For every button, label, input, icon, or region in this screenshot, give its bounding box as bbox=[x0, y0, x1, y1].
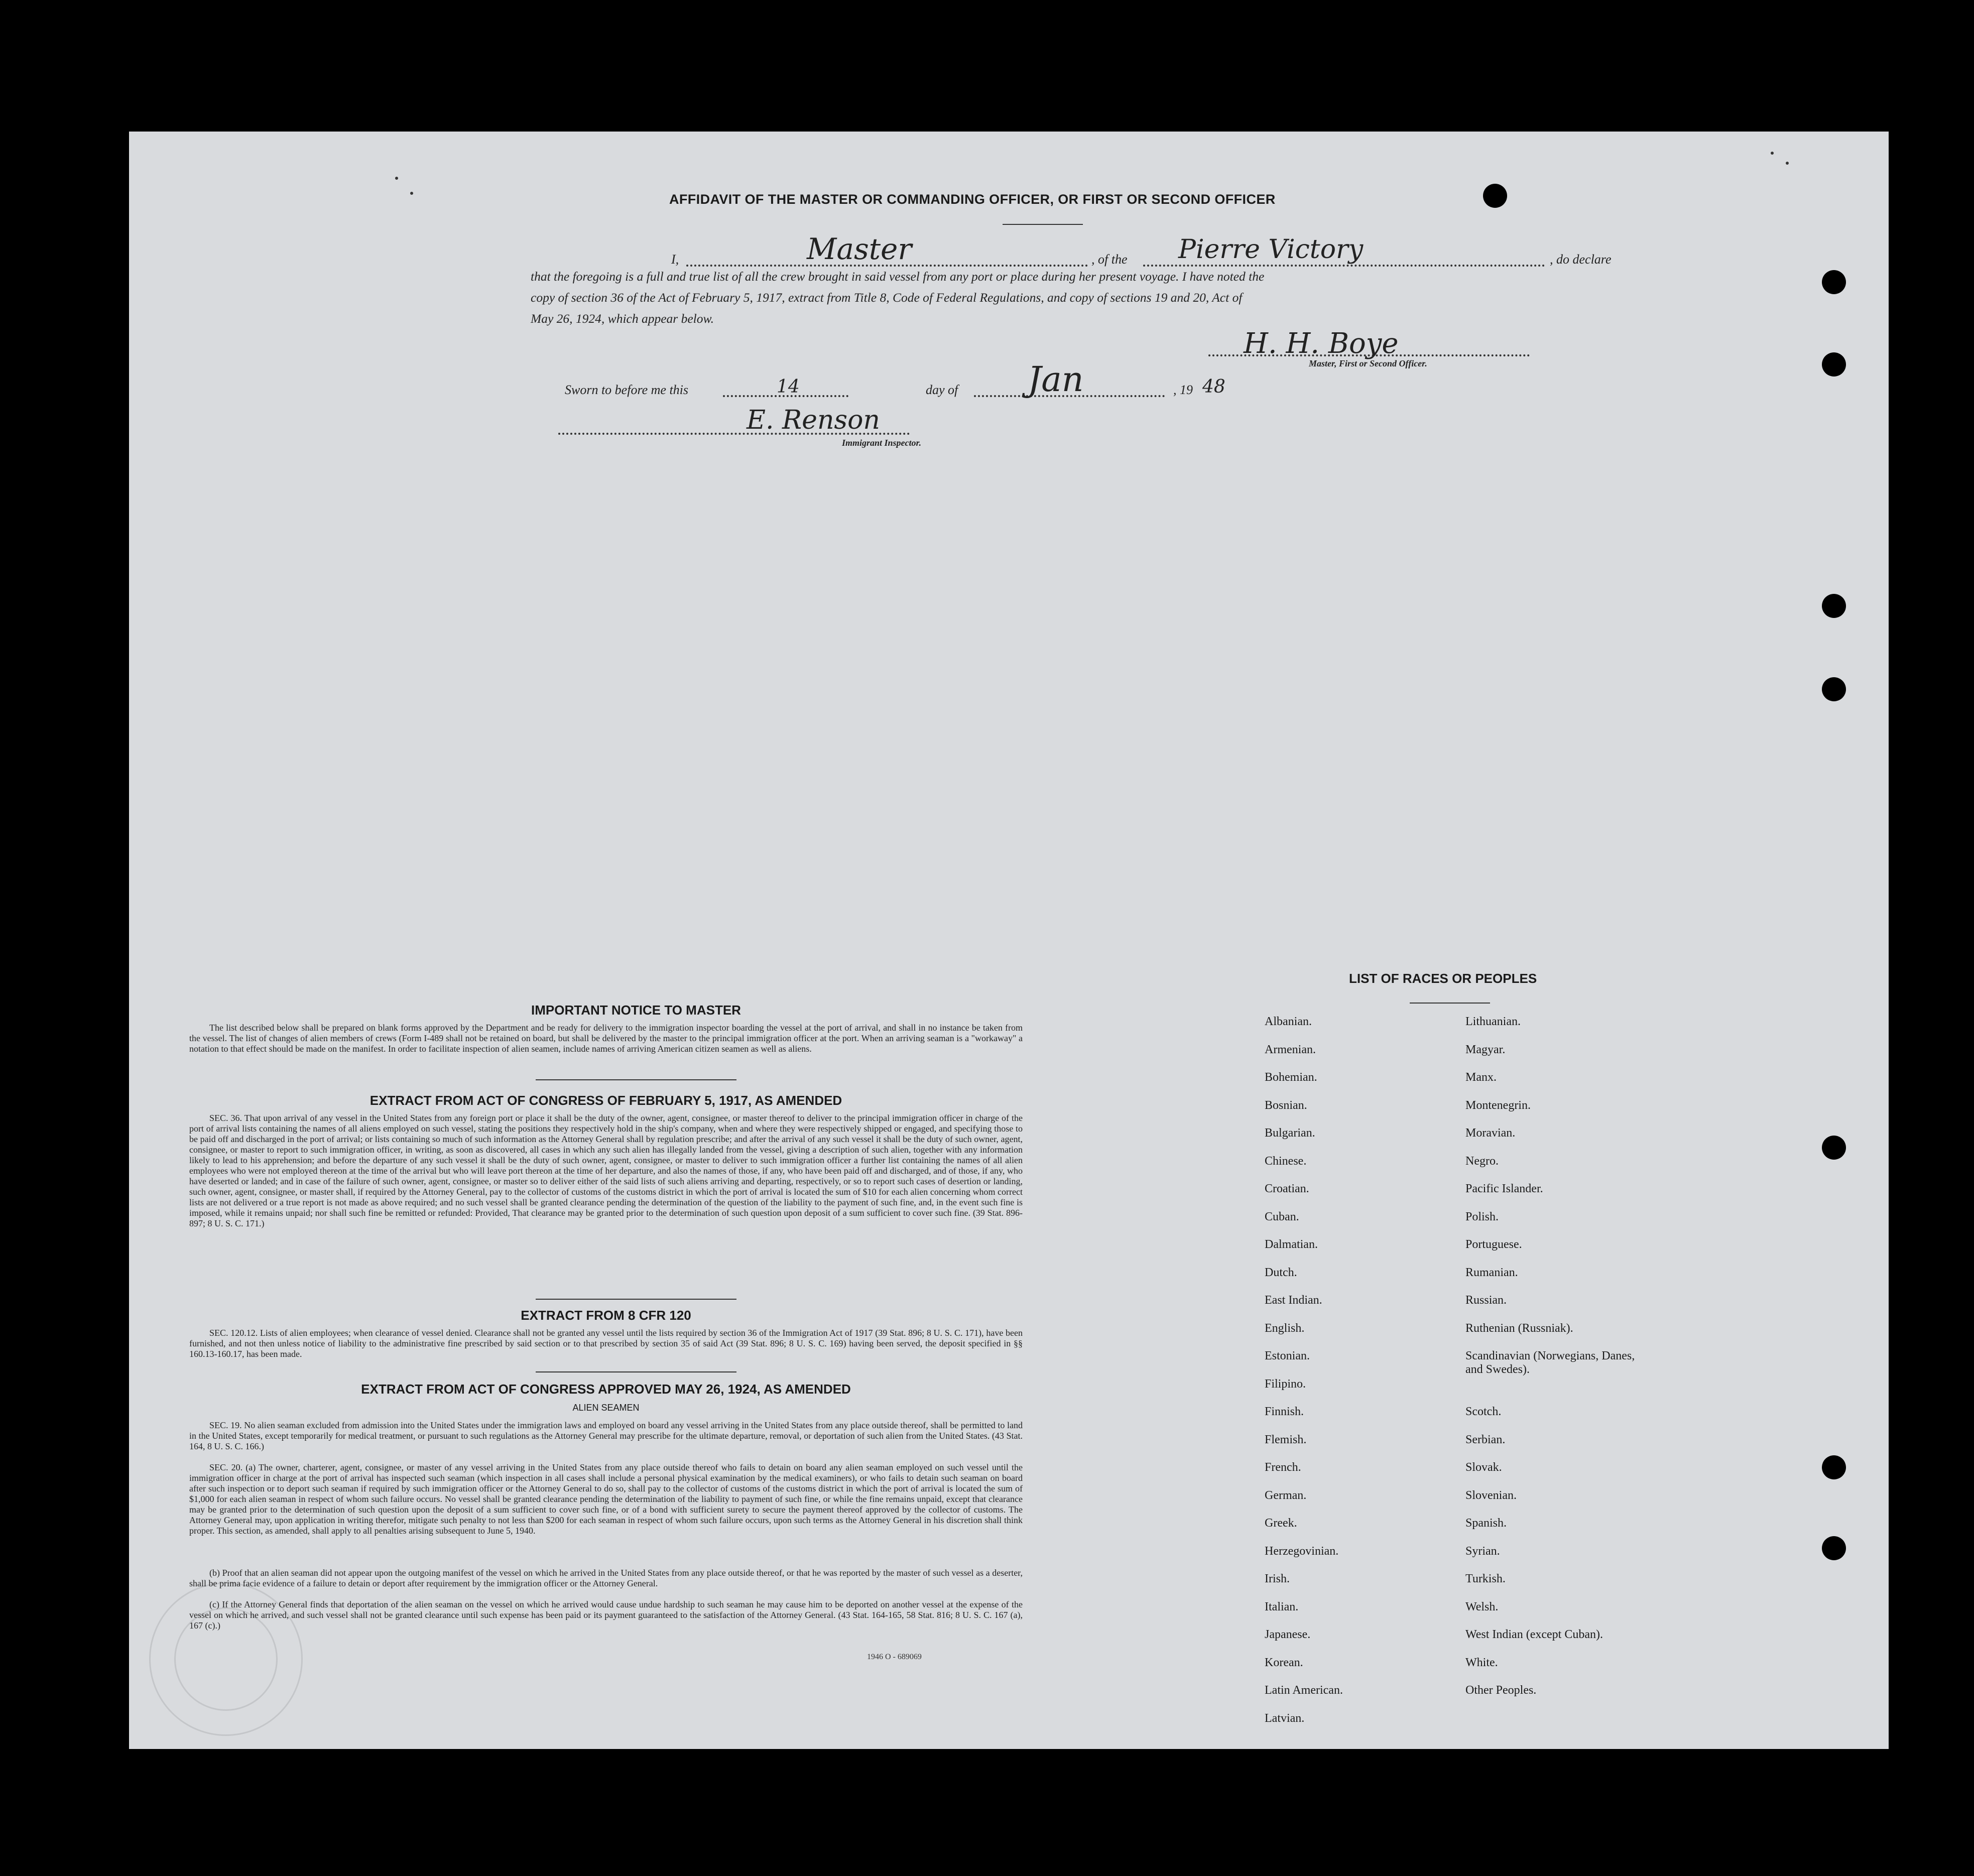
year-handwritten: 48 bbox=[1202, 377, 1225, 397]
speck bbox=[395, 177, 398, 180]
document-page bbox=[129, 132, 1889, 1749]
race-item: French. bbox=[1265, 1461, 1301, 1474]
race-item: Montenegrin. bbox=[1465, 1098, 1531, 1112]
extractCFR-title: EXTRACT FROM 8 CFR 120 bbox=[521, 1308, 691, 1323]
race-item: English. bbox=[1265, 1321, 1305, 1335]
punch-hole bbox=[1822, 1536, 1846, 1560]
race-item: Slovak. bbox=[1465, 1461, 1502, 1474]
master-signature: H. H. Boye bbox=[1244, 327, 1399, 360]
punch-hole bbox=[1822, 270, 1846, 294]
notice-text: The list described below shall be prepared on blank forms approved by the Department and be ready for delivery to the immigration inspector boarding the vessel at the port of arrival, and shall in no instance be taken from the vessel. The list of changes of alien members of crews (Form I-489 shall not be retained on board, but shall be delivered by the master to the principal immigration officer at the port. When an arriving seaman is a "workaway" a notation to that effect should be made on the manifest. In order to facilitate inspection of alien seamen, include names of arriving American citizen seamen as well as aliens. bbox=[189, 1023, 1023, 1054]
race-item: Welsh. bbox=[1465, 1600, 1499, 1613]
extract1924-sec20c: (c) If the Attorney General finds that deportation of the alien seaman on the vessel on which he arrived would cause undue hardship to such seaman he may cause him to be deported on another vessel at the expense of the vessel on which he arrived, and such vessel shall not be granted clearance until such expense has been paid or its payment guaranteed to the satisfaction of the Attorney General. (43 Stat. 164-165, 58 Stat. 816; 8 U. S. C. 167 (a), 167 (c).) bbox=[189, 1599, 1023, 1631]
race-item: Manx. bbox=[1465, 1071, 1497, 1084]
divider bbox=[536, 1299, 736, 1300]
race-item: Magyar. bbox=[1465, 1043, 1506, 1056]
declare-label: , do declare bbox=[1550, 252, 1612, 267]
race-item: Albanian. bbox=[1265, 1015, 1312, 1028]
race-item: Flemish. bbox=[1265, 1433, 1307, 1446]
race-item: Finnish. bbox=[1265, 1405, 1304, 1418]
race-item: Pacific Islander. bbox=[1465, 1182, 1543, 1195]
race-item: Slovenian. bbox=[1465, 1488, 1517, 1502]
race-item: Moravian. bbox=[1465, 1127, 1516, 1140]
race-item: Cuban. bbox=[1265, 1210, 1299, 1223]
extractCFR-text: SEC. 120.12. Lists of alien employees; when clearance of vessel denied. Clearance shall not be granted any vessel until the lists required by section 36 of the Immigration Act of 1917 (39 Stat. 896; 8 U. S. C. 171), have been furnished, and not then unless notice of liability to the administrative fine prescribed by said section or to that prescribed by section 35 of said Act (39 Stat. 896; 8 U. S. C. 169) having been served, the deposit specified in §§ 160.13-160.17, has been made. bbox=[189, 1328, 1023, 1359]
print-code: 1946 O - 689069 bbox=[867, 1653, 922, 1661]
officer-handwritten: Master bbox=[807, 232, 912, 266]
race-item: Dutch. bbox=[1265, 1266, 1297, 1279]
race-item: Chinese. bbox=[1265, 1154, 1307, 1168]
year-prefix: , 19 bbox=[1173, 383, 1193, 397]
race-item: Greek. bbox=[1265, 1517, 1297, 1530]
race-item: Bosnian. bbox=[1265, 1098, 1307, 1112]
extract1924-title: EXTRACT FROM ACT OF CONGRESS APPROVED MAY 26, 1924, AS AMENDED bbox=[361, 1382, 851, 1397]
race-item: Lithuanian. bbox=[1465, 1015, 1521, 1028]
punch-hole bbox=[1483, 184, 1507, 208]
inspector-caption: Immigrant Inspector. bbox=[842, 438, 922, 448]
affidavit-title: AFFIDAVIT OF THE MASTER OR COMMANDING OFFICER, OR FIRST OR SECOND OFFICER bbox=[669, 192, 1276, 207]
race-item: Bulgarian. bbox=[1265, 1127, 1315, 1140]
race-item: Korean. bbox=[1265, 1656, 1303, 1669]
race-item: East Indian. bbox=[1265, 1294, 1322, 1307]
of-the-label: , of the bbox=[1091, 252, 1128, 267]
extract1924-subtitle: ALIEN SEAMEN bbox=[572, 1403, 640, 1413]
extract1924-sec20a: SEC. 20. (a) The owner, charterer, agent, consignee, or master of any vessel arriving in the United States from any place outside thereof who fails to detain on board any alien seaman employed on such vessel until the immigration officer in charge at the port of arrival has inspected such seaman (which inspection in all cases shall include a personal physical examination by the medical examiners), or who fails to detain such seaman on board after such inspection or to deport such seaman if required by such immigration officer or the Attorney General to do so, shall pay to the collector of customs of the customs district in which the port of arrival is located the sum of $1,000 for each alien seaman in respect of whom such failure occurs. No vessel shall be granted clearance pending the determination of the liability to payment of such fine, or while the fine remains unpaid, except that clearance may be granted prior to the determination of such question upon the deposit of a sum sufficient to cover such fine, or of a bond with sufficient surety to secure the payment thereof approved by the collector of customs. The Attorney General may, upon application in writing therefor, mitigate such penalty to not less than $200 for each seaman in respect of whom such failure occurs, upon such terms as the Attorney General in his discretion shall think proper. This section, as amended, shall apply to all penalties arising subsequent to June 5, 1940. bbox=[189, 1462, 1023, 1536]
punch-hole bbox=[1822, 1136, 1846, 1160]
extract1917-text: SEC. 36. That upon arrival of any vessel in the United States from any foreign port or place it shall be the duty of the owner, agent, consignee, or master thereof to deliver to the principal immigration officer in charge of the port of arrival lists containing the names of all aliens employed on such vessel, stating the positions they respectively hold in the ship's company, when and where they were respectively shipped or engaged, and specifying those to be paid off and discharged in the port of arrival; or lists containing so much of such information as the Attorney General shall by regulation prescribe; and after the arrival of any such vessel it shall be the duty of such owner, agent, consignee, or master to report to such immigration officer, in writing, as soon as discovered, all cases in which any such alien has illegally landed from the vessel, giving a description of such alien, together with any information likely to lead to his apprehension; and before the departure of any such vessel it shall be the duty of such owner, agent, consignee, or master to deliver to such immigration officer a further list containing the names of all alien employees who were not employed thereon at the time of the arrival but who will leave port thereon at the time of her departure, and also the names of those, if any, who have been paid off and discharged, and of those, if any, who have deserted or landed; and in case of the failure of such owner, agent, consignee, or master so to deliver either of the said lists of such aliens arriving and departing, respectively, or so to report such cases of desertion or landing, such owner, agent, consignee, or master shall, if required by the Attorney General, pay to the collector of customs of the customs district in which the port of arrival is located the sum of $10 for each alien concerning whom correct lists are not delivered or a true report is not made as above required; and no such vessel shall be granted clearance pending the determination of the question of the liability to the payment of such fine, and, in the event such fine is imposed, while it remains unpaid; nor shall such fine be remitted or refunded: Provided, That clearance may be granted prior to the determination of such question upon deposit of a sum sufficient to cover such fine. (39 Stat. 896-897; 8 U. S. C. 171.) bbox=[189, 1113, 1023, 1228]
race-item: Russian. bbox=[1465, 1294, 1507, 1307]
affidavit-body-line1: that the foregoing is a full and true list of all the crew brought in said vessel from any port or place during her present voyage. I have noted the bbox=[531, 269, 1265, 284]
race-item: Italian. bbox=[1265, 1600, 1299, 1613]
notice-title: IMPORTANT NOTICE TO MASTER bbox=[531, 1003, 741, 1018]
inspector-signature: E. Renson bbox=[747, 405, 880, 435]
vessel-blank bbox=[1143, 265, 1545, 267]
title-divider bbox=[1003, 224, 1083, 225]
race-item: Bohemian. bbox=[1265, 1071, 1317, 1084]
month-handwritten: Jan bbox=[1028, 360, 1084, 400]
divider bbox=[536, 1079, 736, 1080]
divider bbox=[536, 1371, 736, 1372]
race-item: Spanish. bbox=[1465, 1517, 1507, 1530]
race-item: Turkish. bbox=[1465, 1572, 1506, 1585]
race-item: Polish. bbox=[1465, 1210, 1499, 1223]
day-handwritten: 14 bbox=[777, 377, 800, 397]
race-item: German. bbox=[1265, 1488, 1307, 1502]
race-item: Syrian. bbox=[1465, 1544, 1500, 1558]
races-title: LIST OF RACES OR PEOPLES bbox=[1349, 971, 1537, 986]
day-of-label: day of bbox=[926, 383, 958, 397]
race-item: Ruthenian (Russniak). bbox=[1465, 1321, 1573, 1335]
punch-hole bbox=[1822, 677, 1846, 701]
races-divider bbox=[1410, 1003, 1490, 1004]
race-item: Other Peoples. bbox=[1465, 1684, 1537, 1697]
affidavit-body-line2: copy of section 36 of the Act of February 5, 1917, extract from Title 8, Code of Federal Regulations, and copy of sections 19 and 20, Act of bbox=[531, 290, 1243, 305]
race-item: Rumanian. bbox=[1465, 1266, 1518, 1279]
race-item: Armenian. bbox=[1265, 1043, 1316, 1056]
punch-hole bbox=[1822, 352, 1846, 377]
race-item: Croatian. bbox=[1265, 1182, 1309, 1195]
race-item: Japanese. bbox=[1265, 1628, 1311, 1641]
speck bbox=[1786, 162, 1789, 165]
extract1917-title: EXTRACT FROM ACT OF CONGRESS OF FEBRUARY 5, 1917, AS AMENDED bbox=[369, 1093, 842, 1108]
race-item: Dalmatian. bbox=[1265, 1238, 1318, 1251]
race-item: Filipino. bbox=[1265, 1377, 1306, 1391]
punch-hole bbox=[1822, 594, 1846, 618]
i-label: I, bbox=[671, 252, 679, 267]
race-item: Latvian. bbox=[1265, 1711, 1305, 1725]
punch-hole bbox=[1822, 1455, 1846, 1479]
extract1924-sec19: SEC. 19. No alien seaman excluded from admission into the United States under the immigration laws and employed on board any vessel arriving in the United States from any place outside thereof, shall be permitted to land in the United States, except temporarily for medical treatment, or pursuant to such regulations as the Attorney General may prescribe for the ultimate departure, removal, or deportation of such alien from the United States. (43 Stat. 164, 8 U. S. C. 166.) bbox=[189, 1420, 1023, 1451]
race-item: White. bbox=[1465, 1656, 1498, 1669]
race-item: Negro. bbox=[1465, 1154, 1499, 1168]
affidavit-body-line3: May 26, 1924, which appear below. bbox=[531, 311, 714, 326]
race-item: Serbian. bbox=[1465, 1433, 1506, 1446]
race-item: Scotch. bbox=[1465, 1405, 1502, 1418]
master-caption: Master, First or Second Officer. bbox=[1309, 358, 1427, 368]
race-item: West Indian (except Cuban). bbox=[1465, 1628, 1603, 1641]
race-item: Portuguese. bbox=[1465, 1238, 1522, 1251]
sworn-label: Sworn to before me this bbox=[565, 383, 689, 397]
race-item: Irish. bbox=[1265, 1572, 1290, 1585]
speck bbox=[1771, 152, 1774, 155]
vessel-handwritten: Pierre Victory bbox=[1178, 234, 1364, 265]
race-item: Estonian. bbox=[1265, 1349, 1310, 1362]
race-item: Latin American. bbox=[1265, 1684, 1343, 1697]
race-item: Scandinavian (Norwegians, Danes, and Swedes). bbox=[1465, 1349, 1635, 1376]
extract1924-sec20b: (b) Proof that an alien seaman did not appear upon the outgoing manifest of the vessel on which he arrived in the United States from any place outside thereof, or that he was reported by the master of such vessel as a deserter, shall be prima facie evidence of a failure to detain or deport after requirement by the immigration officer or the Attorney General. bbox=[189, 1568, 1023, 1588]
speck bbox=[410, 192, 413, 195]
race-item: Herzegovinian. bbox=[1265, 1544, 1339, 1558]
